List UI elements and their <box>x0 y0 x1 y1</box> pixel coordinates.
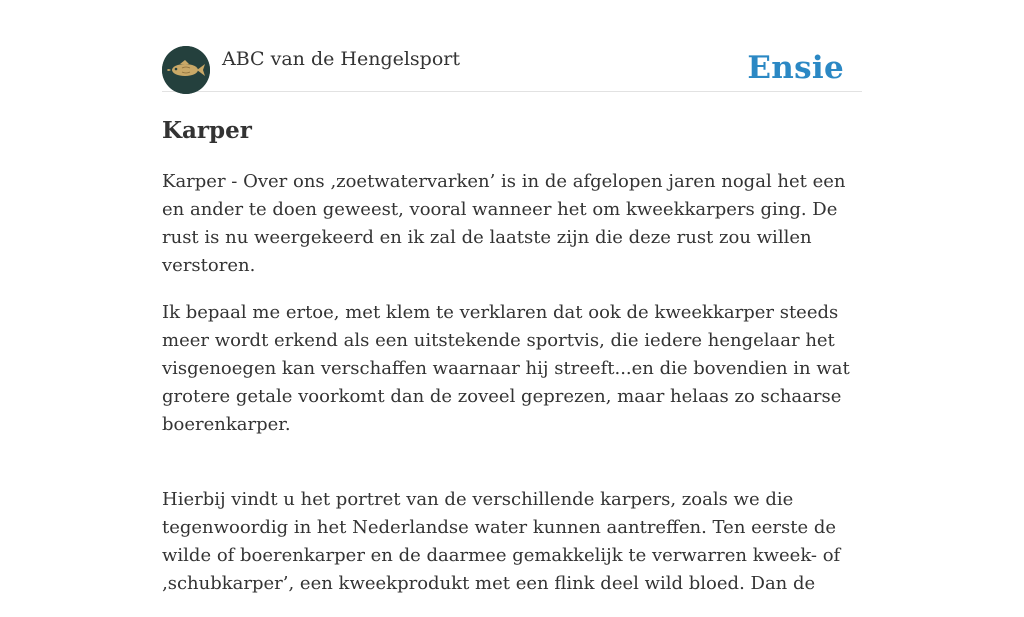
brand-logo[interactable]: Ensie <box>747 50 844 86</box>
article-title: Karper <box>162 117 252 144</box>
article-paragraph: Hierbij vindt u het portret van de verschillende karpers, zoals we die tegenwoordig in het Nederlandse water kunnen aantreffen. Ten eerste de wilde of boerenkarper en de daarmee gemakkelijk te verwarren kweek- of ‚schubkarper’, een kweekprodukt met een flink deel wild bloed. Dan de <box>162 489 841 594</box>
paragraph-spacer <box>162 458 862 486</box>
publisher-name[interactable]: ABC van de Hengelsport <box>222 48 461 70</box>
header <box>162 46 862 92</box>
fish-logo-icon <box>162 46 210 94</box>
article-body <box>162 168 862 617</box>
article-paragraph: Karper - Over ons ‚zoetwatervarken’ is in de afgelopen jaren nogal het een en ander te doen geweest, vooral wanneer het om kweekkarpers ging. De rust is nu weergekeerd en ik zal de laatste zijn die deze rust zou willen verstoren. <box>162 171 846 276</box>
page <box>162 0 862 594</box>
publisher-avatar[interactable] <box>162 46 210 94</box>
article-paragraph: Ik bepaal me ertoe, met klem te verklaren dat ook de kweekkarper steeds meer wordt erkend als een uitstekende sportvis, die iedere hengelaar het visgenoegen kan verschaffen waarnaar hij streeft...en die bovendien in wat grotere getale voorkomt dan de zoveel geprezen, maar helaas zo schaarse boerenkarper. <box>162 302 850 435</box>
